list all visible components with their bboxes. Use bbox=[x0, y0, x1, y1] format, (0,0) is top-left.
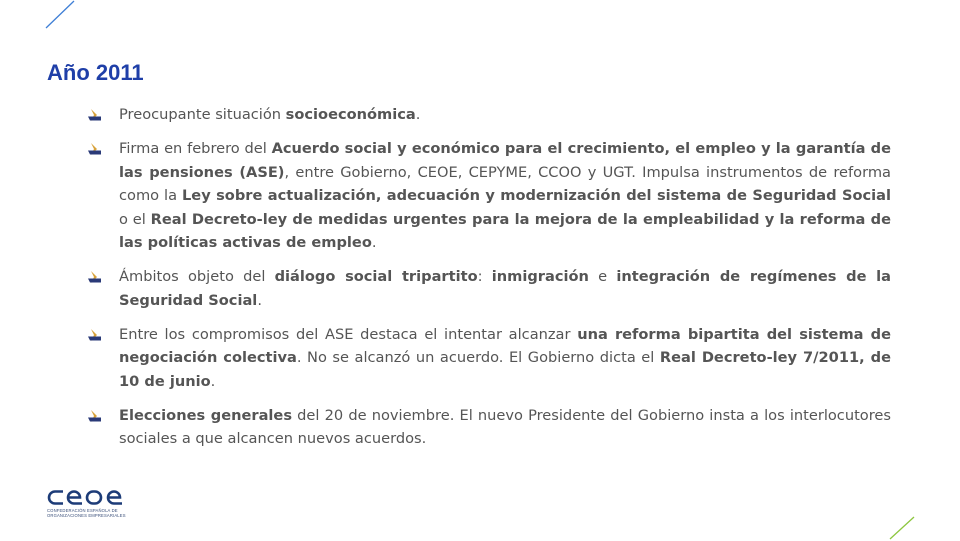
bullet-bold-text: inmigración bbox=[491, 268, 589, 285]
bullet-text: , entre Gobierno, CEOE, CEPYME, CCOO y UGT. Impulsa instrumentos de reforma como la bbox=[119, 163, 891, 204]
bullet-text: . No se alcanzó un acuerdo. El Gobierno dicta el bbox=[296, 349, 660, 366]
arrow-bullet-icon bbox=[88, 143, 101, 155]
bullet-text: e bbox=[588, 268, 617, 285]
bullet-text: Ámbitos objeto del bbox=[119, 268, 275, 285]
bullet-item bbox=[88, 265, 891, 312]
bullet-item bbox=[88, 323, 891, 394]
bullet-bold-text: Ley sobre actualización, adecuación y modernización del sistema de Seguridad Social bbox=[182, 187, 892, 204]
bullet-text: del 20 de noviembre. El nuevo Presidente del Gobierno insta a los interlocutores sociales a que alcancen nuevos acuerdos. bbox=[119, 406, 891, 447]
bullet-bold-text: Elecciones generales bbox=[119, 406, 293, 424]
bullet-bold-text: socioeconómica bbox=[285, 106, 416, 123]
bullet-bold-text: Real Decreto-ley 7/2011, de 10 de junio bbox=[119, 349, 891, 390]
bullet-bold-text: una reforma bipartita del sistema de negociación colectiva bbox=[119, 325, 891, 366]
bullet-text: Firma en febrero del bbox=[119, 140, 272, 157]
bullet-text: Entre los compromisos del ASE destaca el intentar alcanzar bbox=[119, 325, 578, 343]
bottom-diagonal-line-icon bbox=[888, 515, 916, 541]
bullet-item bbox=[88, 404, 891, 451]
bullet-bold-text: Acuerdo social y económico para el crecimiento, el empleo y la garantía de las pensiones (ASE) bbox=[119, 140, 891, 181]
logo-subtitle bbox=[47, 508, 137, 518]
bullet-text: . bbox=[257, 291, 262, 309]
bullet-item bbox=[88, 137, 891, 255]
slide-title: Año 2011 bbox=[47, 60, 144, 85]
bullet-text: Preocupante situación bbox=[119, 106, 286, 123]
arrow-bullet-icon bbox=[88, 109, 101, 121]
ceoe-wordmark bbox=[47, 489, 125, 506]
bullet-bold-text: integración de regímenes de la Seguridad Social bbox=[119, 268, 891, 309]
bullet-text: . bbox=[371, 234, 377, 251]
arrow-bullet-icon bbox=[88, 329, 101, 341]
ceoe-logo bbox=[47, 489, 137, 519]
bullet-item bbox=[88, 103, 891, 127]
top-diagonal-line-icon bbox=[44, 0, 76, 30]
bullet-text: : bbox=[477, 268, 492, 285]
bullet-text: . bbox=[210, 372, 216, 390]
logo-subtitle-line: CONFEDERACIÓN ESPAÑOLA DE bbox=[47, 508, 118, 513]
arrow-bullet-icon bbox=[88, 271, 101, 283]
bullet-bold-text: Real Decreto-ley de medidas urgentes para la mejora de la empleabilidad y la reforma de las políticas activas de empleo bbox=[119, 210, 891, 251]
bullet-bold-text: diálogo social tripartito bbox=[274, 268, 478, 285]
bullet-text: o el bbox=[119, 210, 151, 228]
logo-subtitle-line: ORGANIZACIONES EMPRESARIALES bbox=[47, 513, 126, 518]
bullet-list bbox=[88, 103, 891, 461]
bullet-text: . bbox=[415, 106, 421, 123]
arrow-bullet-icon bbox=[88, 410, 101, 422]
